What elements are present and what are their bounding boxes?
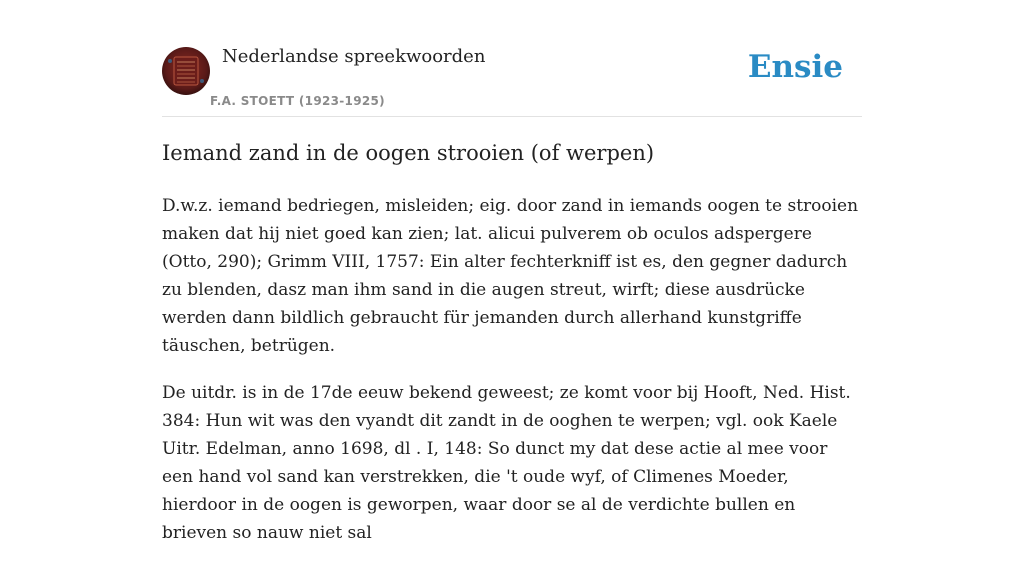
entry-body xyxy=(162,192,862,566)
book-title[interactable]: Nederlandse spreekwoorden xyxy=(222,46,486,67)
header xyxy=(162,0,862,117)
paragraph: D.w.z. iemand bedriegen, misleiden; eig. door zand in iemands oogen te strooien maken dat hij niet goed kan zien; lat. alicui pulverem ob oculos adspergere (Otto, 290); Grimm VIII, 1757: Ein alter fechterkniff ist es, den gegner dadurch zu blenden, dasz man ihm sand in die augen streut, wirft; diese ausdrücke werden dann bildlich gebraucht für jemanden durch allerhand kunstgriffe täuschen, betrügen. xyxy=(162,196,859,356)
paragraph: De uitdr. is in de 17de eeuw bekend geweest; ze komt voor bij Hooft, Ned. Hist. 384: Hun wit was den vyandt dit zandt in de ooghen te werpen; vgl. ook Kaele Uitr. Edelman, anno 1698, dl . I, 148: So dunct my dat dese actie al mee voor een hand vol sand kan verstrekken, die 't oude wyf, of Climenes Moeder, hierdoor in de oogen is geworpen, waar door se al de verdichte bullen en brieven so nauw niet sal xyxy=(162,383,851,543)
brand-logo[interactable]: Ensie xyxy=(747,49,843,85)
book-cover-icon[interactable] xyxy=(162,47,210,95)
book-author: F.A. STOETT (1923-1925) xyxy=(210,94,385,108)
entry-title: Iemand zand in de oogen strooien (of werpen) xyxy=(162,141,655,165)
